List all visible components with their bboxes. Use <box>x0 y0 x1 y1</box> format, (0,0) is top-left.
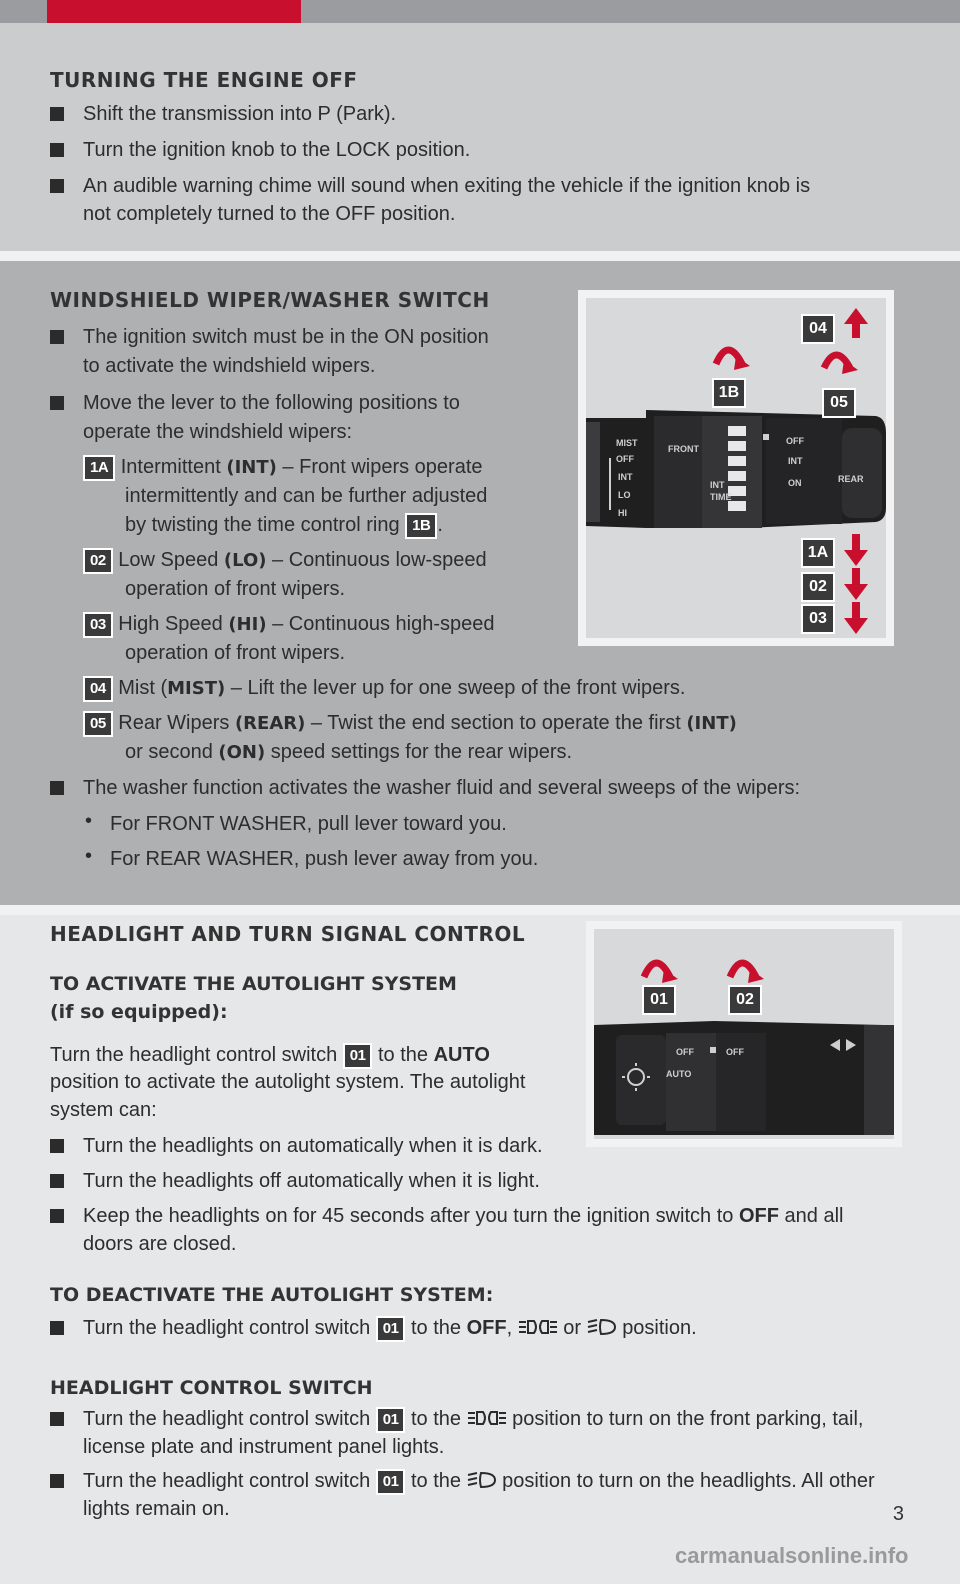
bullet <box>50 179 64 193</box>
headlight-stalk-photo <box>586 921 902 1147</box>
autolight-item-3 <box>83 1202 843 1231</box>
bullet <box>50 1139 64 1153</box>
bullet <box>50 143 64 157</box>
tag-1b: 1B <box>405 513 437 539</box>
bullet <box>50 1174 64 1188</box>
text: Rear Wipers <box>118 712 235 734</box>
stalk-front: FRONT <box>668 444 699 454</box>
key-hi: (HI) <box>228 614 267 635</box>
text: and all <box>778 1205 844 1227</box>
parking-light-icon <box>518 1318 558 1336</box>
washer-line: The washer function activates the washer fluid and several sweeps of the wipers: <box>83 777 801 799</box>
parking-light-icon <box>467 1409 507 1427</box>
tag-01: 01 <box>376 1407 406 1433</box>
key-auto: AUTO <box>433 1044 490 1066</box>
sub-deactivate: TO DEACTIVATE THE AUTOLIGHT SYSTEM: <box>50 1284 494 1306</box>
autolight-intro <box>50 1041 490 1070</box>
text: – Twist the end section to operate the first <box>305 712 687 734</box>
text: . <box>437 514 443 536</box>
hc2-line <box>83 1467 875 1496</box>
bullet <box>50 1412 64 1426</box>
stalk-lo: LO <box>618 490 631 500</box>
engine-off-item-3: An audible warning chime will sound when exiting the vehicle if the ignition knob is <box>83 175 811 197</box>
bullet <box>50 1209 64 1223</box>
text: Turn the headlight control switch <box>50 1044 343 1066</box>
bullet <box>50 1474 64 1488</box>
text: – Continuous high-speed <box>266 613 495 635</box>
text: to the <box>372 1044 434 1066</box>
text: – Continuous low-speed <box>266 549 487 571</box>
wiper-b2-l2: operate the windshield wipers: <box>83 421 353 443</box>
text: Turn the headlight control switch <box>83 1317 376 1339</box>
text: – Lift the lever up for one sweep of the front wipers. <box>225 677 686 699</box>
page-number: 3 <box>892 1503 904 1525</box>
text: to the <box>405 1470 467 1492</box>
sub-activate-autolight: TO ACTIVATE THE AUTOLIGHT SYSTEM <box>50 973 457 995</box>
bullet <box>50 781 64 795</box>
wiper-05-l2 <box>125 738 572 767</box>
stalk-off2: OFF <box>786 436 804 446</box>
photo-background <box>586 298 886 638</box>
headlight-icon <box>587 1318 617 1336</box>
text: position to turn on the front parking, tail, <box>506 1408 864 1430</box>
stalk-int3: INT <box>788 456 803 466</box>
arrow-up-icon <box>844 308 868 338</box>
sub-headlight-switch: HEADLIGHT CONTROL SWITCH <box>50 1377 373 1399</box>
autolight-item-1: Turn the headlights on automatically when it is dark. <box>83 1135 543 1157</box>
arrow-down-icon <box>844 602 868 634</box>
stalk-off2: OFF <box>726 1047 744 1057</box>
text: position to turn on the headlights. All other <box>496 1470 875 1492</box>
key-int: (INT) <box>226 457 277 478</box>
stalk-off: OFF <box>616 454 634 464</box>
wiper-03-line <box>83 610 495 639</box>
stalk-auto: AUTO <box>666 1069 692 1079</box>
heading-headlight: HEADLIGHT AND TURN SIGNAL CONTROL <box>50 922 526 946</box>
bullet <box>50 330 64 344</box>
headlight-icon <box>467 1471 497 1489</box>
engine-off-item-1: Shift the transmission into P (Park). <box>83 103 397 125</box>
photo-tag-02: 02 <box>728 985 762 1015</box>
key-int: (INT) <box>686 713 737 734</box>
photo-tag-1b: 1B <box>712 378 746 408</box>
wiper-1a-l2: intermittently and can be further adjusted <box>125 485 488 507</box>
text: Low Speed <box>118 549 224 571</box>
tag-05: 05 <box>83 711 113 737</box>
sub-if-equipped: (if so equipped): <box>50 1001 228 1023</box>
deactivate-line <box>83 1314 697 1343</box>
tag-1a: 1A <box>83 455 115 481</box>
bullet <box>50 107 64 121</box>
text: by twisting the time control ring <box>125 514 406 536</box>
wiper-02-line <box>83 546 487 575</box>
text: Turn the headlight control switch <box>83 1408 376 1430</box>
photo-background <box>594 929 894 1139</box>
photo-tag-03: 03 <box>801 604 835 634</box>
stalk-off: OFF <box>676 1047 694 1057</box>
text: High Speed <box>118 613 229 635</box>
engine-off-item-3-cont: not completely turned to the OFF position. <box>83 203 456 225</box>
wiper-stalk-photo <box>578 290 894 646</box>
arrow-down-icon <box>844 534 868 566</box>
text: , <box>506 1317 518 1339</box>
tag-02: 02 <box>83 548 113 574</box>
key-lo: (LO) <box>223 550 267 571</box>
autolight-item-2: Turn the headlights off automatically when it is light. <box>83 1170 540 1192</box>
photo-tag-1a: 1A <box>801 538 835 568</box>
stalk-hi: HI <box>618 508 627 518</box>
tag-01: 01 <box>343 1043 373 1069</box>
text: or <box>563 1317 587 1339</box>
wiper-05-line <box>83 709 737 738</box>
bullet <box>50 396 64 410</box>
wiper-stalk-illustration <box>586 298 886 638</box>
hc1-l2: license plate and instrument panel lights. <box>83 1436 445 1458</box>
top-bar <box>0 0 960 23</box>
photo-tag-02: 02 <box>801 572 835 602</box>
stalk-int: INT <box>618 472 633 482</box>
stalk-time: TIME <box>710 492 732 502</box>
wiper-1a-l3 <box>125 511 443 540</box>
key-mist: MIST) <box>167 678 226 699</box>
stalk-int2: INT <box>710 480 725 490</box>
text: or second <box>125 741 219 763</box>
arrow-down-icon <box>844 568 868 600</box>
tag-01: 01 <box>376 1316 406 1342</box>
photo-tag-05: 05 <box>822 388 856 418</box>
headlight-stalk-illustration <box>594 929 894 1139</box>
wiper-b2-l1: Move the lever to the following positions to <box>83 392 460 414</box>
separator <box>0 251 960 261</box>
autolight-intro-l2: position to activate the autolight system. The autolight <box>50 1071 526 1093</box>
separator <box>0 905 960 915</box>
dot-bullet: • <box>85 845 93 867</box>
watermark: carmanualsonline.info <box>675 1543 909 1568</box>
tag-03: 03 <box>83 612 113 638</box>
text: Intermittent <box>120 456 227 478</box>
key-off: OFF <box>738 1205 779 1227</box>
stalk-on: ON <box>788 478 802 488</box>
wiper-03-l2: operation of front wipers. <box>125 642 346 664</box>
text: position. <box>622 1317 697 1339</box>
autolight-item-3-cont: doors are closed. <box>83 1233 237 1255</box>
heading-engine-off: TURNING THE ENGINE OFF <box>50 68 358 92</box>
text: to the <box>405 1408 467 1430</box>
tag-04: 04 <box>83 676 113 702</box>
text: speed settings for the rear wipers. <box>265 741 573 763</box>
hc2-l2: lights remain on. <box>83 1498 230 1520</box>
wiper-b1-l1: The ignition switch must be in the ON position <box>83 326 489 348</box>
text: Mist ( <box>118 677 168 699</box>
wiper-b1-l2: to activate the windshield wipers. <box>83 355 376 377</box>
wiper-04-line <box>83 674 685 703</box>
key-on: (ON) <box>218 742 266 763</box>
autolight-intro-l3: system can: <box>50 1099 157 1121</box>
stalk-rear: REAR <box>838 474 864 484</box>
wiper-1a-line <box>83 453 483 482</box>
text: to the <box>405 1317 467 1339</box>
stalk-mist: MIST <box>616 438 638 448</box>
wiper-02-l2: operation of front wipers. <box>125 578 346 600</box>
photo-tag-01: 01 <box>642 985 676 1015</box>
key-off: OFF <box>466 1317 507 1339</box>
text: Keep the headlights on for 45 seconds after you turn the ignition switch to <box>83 1205 739 1227</box>
accent-bar <box>47 0 301 23</box>
bullet <box>50 1321 64 1335</box>
text: Turn the headlight control switch <box>83 1470 376 1492</box>
photo-tag-04: 04 <box>801 314 835 344</box>
washer-rear: For REAR WASHER, push lever away from you. <box>110 848 539 870</box>
tag-01: 01 <box>376 1469 406 1495</box>
dot-bullet: • <box>85 810 93 832</box>
washer-front: For FRONT WASHER, pull lever toward you. <box>110 813 507 835</box>
text: – Front wipers operate <box>276 456 483 478</box>
hc1-line <box>83 1405 863 1434</box>
heading-wiper: WINDSHIELD WIPER/WASHER SWITCH <box>50 288 490 312</box>
engine-off-item-2: Turn the ignition knob to the LOCK position. <box>83 139 471 161</box>
key-rear: (REAR) <box>234 713 306 734</box>
